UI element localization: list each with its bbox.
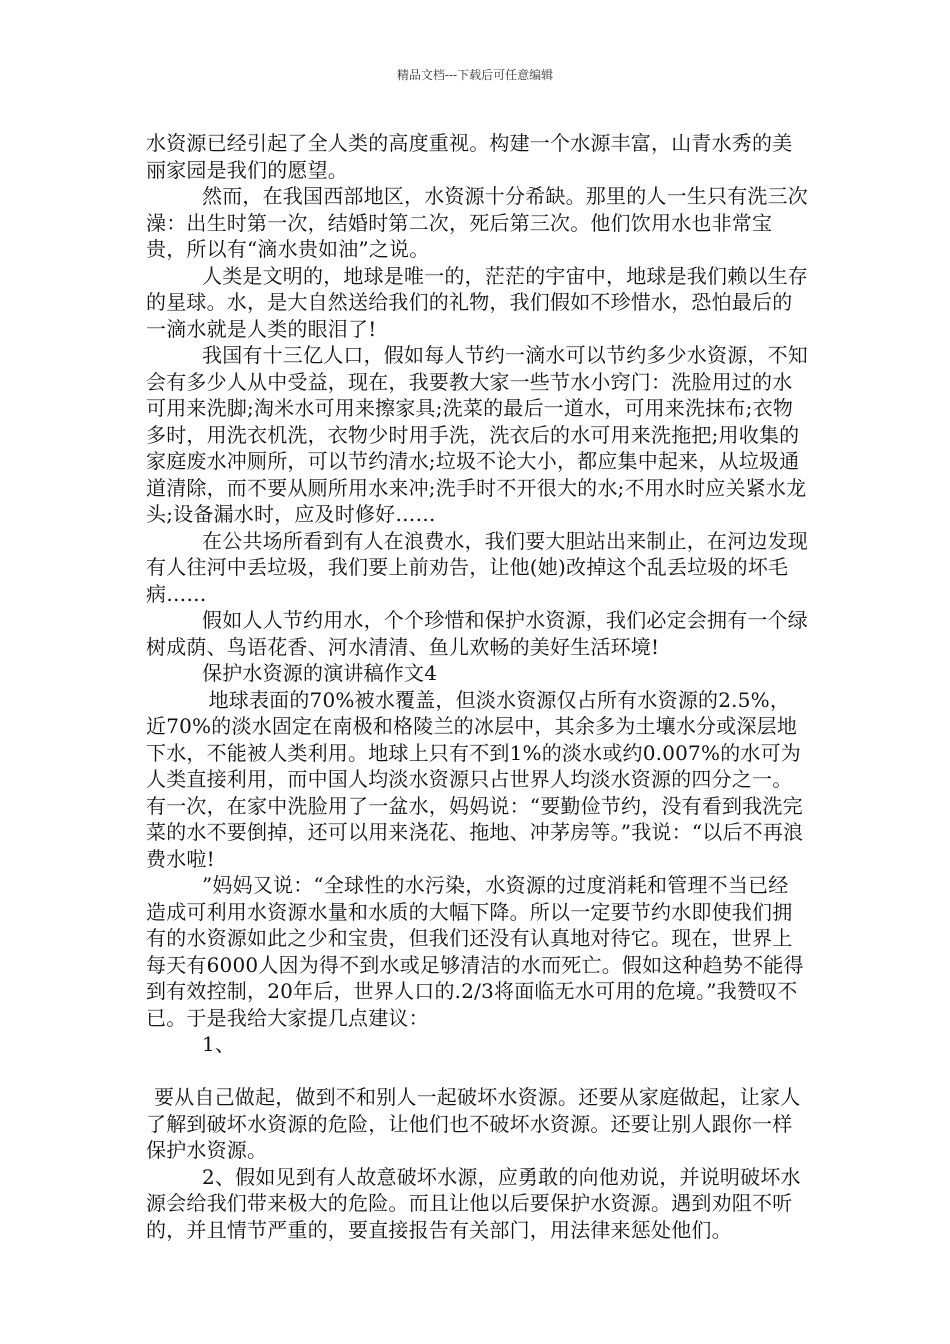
paragraph-3: 人类是文明的，地球是唯一的，茫茫的宇宙中，地球是我们赖以生存的星球。水，是大自然送给我们的礼物，我们假如不珍惜水，恐怕最后的一滴水就是人类的眼泪了! (146, 263, 808, 341)
document-body (146, 130, 808, 1243)
paragraph-8: ”妈妈又说：“全球性的水污染，水资源的过度消耗和管理不当已经造成可利用水资源水量和水质的大幅下降。所以一定要节约水即使我们拥有的水资源如此之少和宝贵，但我们还没有认真地对待它。现在，世界上每天有6000人因为得不到水或足够清洁的水而死亡。假如这种趋势不能得到有效控制，20年后，世界人口的.2/3将面临无水可用的危境。”我赞叹不已。于是我给大家提几点建议： (146, 873, 804, 1030)
suggestion-number-1: 1、 (202, 1032, 236, 1056)
page-header: 精品文档---下载后可任意编辑 (396, 68, 554, 82)
suggestion-1-text: 要从自己做起，做到不和别人一起破坏水资源。还要从家庭做起，让家人了解到破坏水资源的危险，让他们也不破坏水资源。还要让别人跟你一样保护水资源。 (146, 1085, 801, 1162)
paragraph-2: 然而，在我国西部地区，水资源十分希缺。那里的人一生只有洗三次澡：出生时第一次，结婚时第二次，死后第三次。他们饮用水也非常宝贵，所以有“滴水贵如油”之说。 (146, 184, 808, 261)
suggestion-2-text: 2、假如见到有人故意破坏水源，应勇敢的向他劝说，并说明破坏水源会给我们带来极大的危险。而且让他以后要保护水资源。遇到劝阻不听的，并且情节严重的，要直接报告有关部门，用法律来惩处他们。 (146, 1164, 801, 1242)
paragraph-1: 水资源已经引起了全人类的高度重视。构建一个水源丰富，山青水秀的美丽家园是我们的愿望。 (146, 131, 793, 182)
paragraph-4: 我国有十三亿人口，假如每人节约一滴水可以节约多少水资源，不知会有多少人从中受益，现在，我要教大家一些节水小窍门：洗脸用过的水可用来洗脚;淘米水可用来擦家具;洗菜的最后一道水，可用来洗抹布;衣物多时，用洗衣机洗，衣物少时用手洗，洗衣后的水可用来洗拖把;用收集的家庭废水冲厕所，可以节约清水;垃圾不论大小，都应集中起来，从垃圾通道清除，而不要从厕所用水来冲;洗手时不开很大的水;不用水时应关紧水龙头;设备漏水时，应及时修好…… (146, 343, 808, 526)
blank-line (146, 1058, 808, 1085)
paragraph-7: 地球表面的70%被水覆盖，但淡水资源仅占所有水资源的2.5%，近70%的淡水固定在南极和格陵兰的冰层中，其余多为土壤水分或深层地下水，不能被人类利用。地球上只有不到1%的淡水或约0.007%的水可为人类直接利用，而中国人均淡水资源只占世界人均淡水资源的四分之一。 有一次，在家中洗脸用了一盆水，妈妈说：“要勤俭节约，没有看到我洗完菜的水不要倒掉，还可以用来浇花、拖地、冲茅房等。”我说：“以后不再浪费水啦! (146, 687, 804, 871)
section-title: 保护水资源的演讲稿作文4 (202, 661, 438, 685)
paragraph-6: 假如人人节约用水，个个珍惜和保护水资源，我们必定会拥有一个绿树成荫、鸟语花香、河水清清、鱼儿欢畅的美好生活环境! (146, 608, 808, 659)
paragraph-5: 在公共场所看到有人在浪费水，我们要大胆站出来制止，在河边发现有人往河中丢垃圾，我们要上前劝告，让他(她)改掉这个乱丢垃圾的坏毛病…… (146, 528, 808, 606)
